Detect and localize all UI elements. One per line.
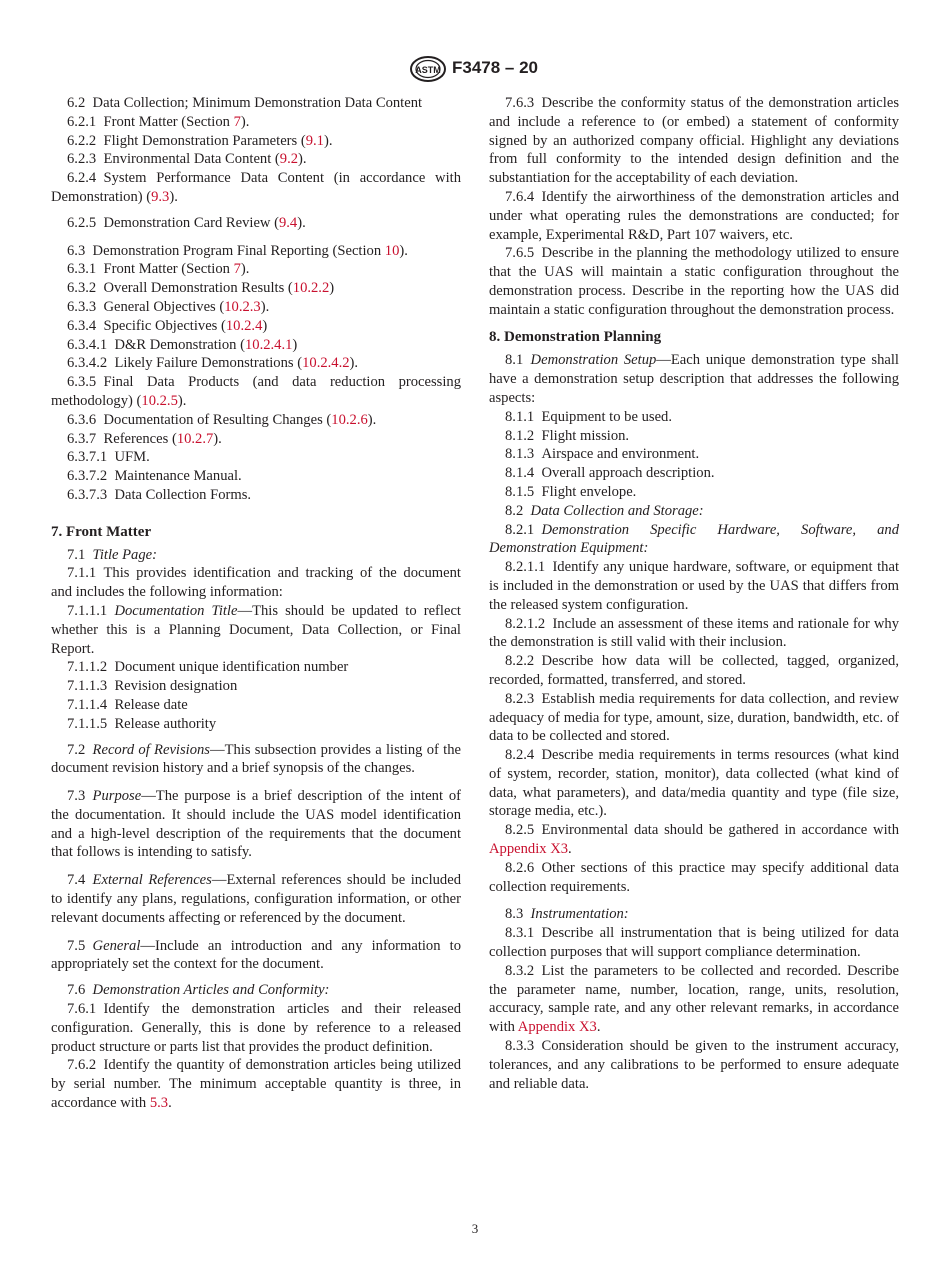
clause-text: Identify the demonstration articles and their released configuration. Generally, this is done by reference to a released product structure or parts list that provides the product definition. <box>51 1001 461 1055</box>
cross-reference-link[interactable]: 7 <box>233 113 241 130</box>
clause-paragraph <box>51 602 461 658</box>
cross-reference-link[interactable]: 10.2.4.2 <box>302 355 350 372</box>
clause-title: Demonstration Articles and Conformity: <box>92 982 330 999</box>
clause-paragraph <box>51 317 461 336</box>
clause-paragraph <box>489 464 899 483</box>
clause-paragraph <box>51 260 461 279</box>
clause-number: 6.3.7.1 <box>67 449 108 466</box>
clause-paragraph <box>51 411 461 430</box>
clause-paragraph <box>51 298 461 317</box>
clause-text: —External references should be included to identify any plans, regulations, configuration information, or other relevant documents affecting or referenced by the document. <box>51 872 462 926</box>
clause-text: ). <box>177 392 187 409</box>
clause-number: 6.2.5 <box>67 214 97 231</box>
clause-number: 7.1.1.5 <box>67 715 108 732</box>
clause-text: Specific Objectives ( <box>103 317 226 334</box>
clause-text: Maintenance Manual. <box>114 468 242 485</box>
clause-text: Demonstration Program Final Reporting (Section <box>92 242 385 259</box>
cross-reference-link[interactable]: 10.2.6 <box>331 411 368 428</box>
clause-number: 6.2 <box>67 95 86 111</box>
cross-reference-link[interactable]: 10.2.7 <box>176 430 214 447</box>
clause-paragraph <box>51 546 461 565</box>
clause-text: Overall approach description. <box>541 465 715 482</box>
clause-paragraph <box>51 467 461 486</box>
cross-reference-link[interactable]: Appendix X3 <box>517 1019 597 1036</box>
clause-number: 8.3.2 <box>505 962 535 979</box>
clause-text: ). <box>349 355 359 372</box>
cross-reference-link[interactable]: 9.4 <box>278 214 298 231</box>
cross-reference-link[interactable]: 10.2.5 <box>141 392 178 409</box>
clause-paragraph <box>51 354 461 373</box>
clause-number: 6.3.5 <box>67 374 97 391</box>
clause-text: Documentation of Resulting Changes ( <box>103 411 332 428</box>
clause-number: 7.4 <box>67 872 86 889</box>
clause-paragraph <box>51 677 461 696</box>
clause-number: 7.5 <box>67 937 86 954</box>
cross-reference-link[interactable]: 10.2.2 <box>292 280 330 297</box>
clause-text: —Include an introduction and any information to appropriately set the context for the document. <box>51 937 461 973</box>
clause-number: 6.3.6 <box>67 411 97 428</box>
clause-text: Data Collection; Minimum Demonstration Data Content <box>92 95 423 111</box>
clause-number: 7.3 <box>67 788 86 805</box>
clause-paragraph <box>51 486 461 505</box>
clause-paragraph <box>51 373 461 411</box>
page-header <box>0 56 950 84</box>
clause-number: 6.3.3 <box>67 298 97 315</box>
clause-text: Overall Demonstration Results ( <box>103 280 293 297</box>
clause-text: Describe media requirements in terms resources (what kind of system, recorder, station, monitor), data collected (what kind of data, what parameters), and data/media quantity and type (file size, storage media, etc.). <box>489 747 899 820</box>
clause-text: General Objectives ( <box>103 298 225 315</box>
clause-text: ). <box>298 151 307 168</box>
clause-paragraph <box>489 244 899 319</box>
clause-text: ). <box>367 411 377 428</box>
clause-paragraph <box>51 696 461 715</box>
clause-title: Demonstration Specific Hardware, Software, and Demonstration Equipment: <box>489 521 899 557</box>
clause-title: Record of Revisions <box>92 741 210 758</box>
clause-text: Likely Failure Demonstrations ( <box>114 355 303 372</box>
clause-text: —Each unique demonstration type shall have a demonstration setup description that addresses the following aspects: <box>489 352 899 406</box>
section-heading: 7. Front Matter <box>51 523 152 540</box>
clause-text: Equipment to be used. <box>541 408 672 425</box>
clause-number: 8.2.6 <box>505 859 535 876</box>
clause-text: UFM. <box>114 449 150 466</box>
clause-text: ) <box>262 317 268 334</box>
page-number: 3 <box>471 1221 479 1236</box>
clause-text: Establish media requirements for data collection, and review adequacy of media for type, amount, size, duration, bandwidth, etc. of data to be collected and stored. <box>489 690 899 745</box>
clause-paragraph <box>489 615 899 653</box>
cross-reference-link[interactable]: 5.3 <box>149 1095 169 1112</box>
clause-number: 8.2.5 <box>505 822 535 839</box>
clause-text: Consideration should be given to the instrument accuracy, tolerances, and any calibrations to be performed to ensure adequate and reliable data. <box>489 1038 899 1092</box>
clause-paragraph <box>489 351 899 407</box>
clause-number: 8.3.3 <box>505 1038 535 1055</box>
clause-text: Include an assessment of these items and rationale for why the demonstration is still valid with their inclusion. <box>489 615 899 651</box>
clause-paragraph <box>51 871 461 927</box>
clause-paragraph <box>489 445 899 464</box>
clause-number: 6.3.4 <box>67 317 97 334</box>
clause-paragraph <box>51 937 461 975</box>
clause-paragraph <box>51 214 461 233</box>
clause-number: 6.3.1 <box>67 261 97 278</box>
clause-text: Other sections of this practice may specify additional data collection requirements. <box>489 859 899 895</box>
clause-number: 8.2.1.1 <box>505 559 546 576</box>
clause-number: 8.2.2 <box>505 653 535 670</box>
clause-paragraph <box>51 169 461 207</box>
clause-text: Flight Demonstration Parameters ( <box>103 132 306 149</box>
clause-paragraph <box>489 905 899 924</box>
clause-text: Front Matter (Section <box>103 113 234 130</box>
clause-text: Demonstration Card Review ( <box>103 214 279 231</box>
clause-text: Release date <box>114 696 188 713</box>
clause-number: 6.3.7.2 <box>67 468 108 485</box>
clause-number: 6.2.1 <box>67 113 97 130</box>
clause-paragraph <box>489 1037 899 1093</box>
clause-paragraph <box>489 924 899 962</box>
clause-number: 6.2.3 <box>67 151 97 168</box>
clause-text: ). <box>169 188 178 205</box>
clause-number: 8.2.1 <box>505 521 535 538</box>
clause-text: —This should be updated to reflect whether this is a Planning Document, Data Collection, or Final Report. <box>51 602 461 657</box>
clause-number: 7.6.2 <box>67 1057 97 1074</box>
clause-paragraph <box>489 652 899 690</box>
clause-number: 7.1.1.2 <box>67 659 108 676</box>
clause-text: Environmental data should be gathered in accordance with <box>541 822 899 839</box>
clause-number: 6.2.2 <box>67 132 97 149</box>
clause-paragraph <box>51 715 461 734</box>
clause-text: References ( <box>103 430 177 447</box>
clause-paragraph <box>51 94 461 113</box>
clause-title: Purpose <box>92 788 142 805</box>
clause-paragraph <box>489 427 899 446</box>
clause-number: 7.1 <box>67 546 86 563</box>
clause-paragraph <box>51 279 461 298</box>
clause-text: Revision designation <box>114 678 238 695</box>
clause-title: General <box>92 937 141 954</box>
clause-paragraph <box>51 1056 461 1112</box>
clause-title: External References <box>92 872 212 889</box>
clause-title: Demonstration Setup <box>530 352 657 369</box>
clause-number: 7.6 <box>67 982 86 999</box>
clause-text: ). <box>240 261 250 278</box>
clause-text: Describe all instrumentation that is being utilized for data collection purposes that will support compliance determination. <box>489 925 899 961</box>
clause-number: 7.6.1 <box>67 1001 97 1018</box>
clause-number: 7.6.5 <box>505 245 535 262</box>
clause-paragraph <box>51 430 461 449</box>
clause-text: . <box>168 1095 172 1112</box>
section-heading: 8. Demonstration Planning <box>489 328 662 345</box>
clause-number: 8.1.4 <box>505 465 535 482</box>
cross-reference-link[interactable]: 9.2 <box>279 151 299 168</box>
clause-number: 8.1.1 <box>505 408 535 425</box>
clause-text: . <box>596 1019 601 1036</box>
clause-paragraph <box>51 564 461 602</box>
clause-number: 7.2 <box>67 741 86 758</box>
clause-text: —The purpose is a brief description of the intent of the documentation. It should include the UAS model identification and a high-level description of the requirements that the document that follows is intending to satisfy. <box>51 788 461 861</box>
clause-number: 7.6.4 <box>505 188 535 205</box>
clause-text: ) <box>292 336 298 353</box>
clause-title: Instrumentation: <box>530 906 629 923</box>
clause-text: Document unique identification number <box>114 659 349 676</box>
clause-text: Flight mission. <box>541 427 630 444</box>
clause-text: Front Matter (Section <box>103 261 234 278</box>
clause-paragraph <box>51 113 461 132</box>
clause-text: Describe the conformity status of the demonstration articles and include a reference to (or embed) a statement of conformity signed by an authorized company official. Highlight any deviations from full conformity to the intended design definition and the substantiation for the acceptability of each deviation. <box>489 95 899 187</box>
clause-paragraph <box>489 502 899 521</box>
right-column <box>489 94 899 1093</box>
clause-number: 6.3.2 <box>67 280 97 297</box>
clause-number: 8.2.4 <box>505 747 535 764</box>
clause-paragraph <box>489 746 899 821</box>
clause-number: 6.3.4.1 <box>67 336 108 353</box>
svg-text:ASTM: ASTM <box>415 65 441 75</box>
clause-title: Title Page: <box>92 546 157 563</box>
clause-text: This provides identification and tracking of the document and includes the following information: <box>51 565 461 601</box>
clause-title: Documentation Title <box>114 602 238 619</box>
clause-paragraph <box>489 962 899 1037</box>
clause-paragraph <box>489 94 899 188</box>
clause-text: D&R Demonstration ( <box>114 336 245 353</box>
clause-text: Identify the airworthiness of the demonstration articles and under what operating rules the demonstrations are conducted; for example, Experimental R&D, Part 107 waivers, etc. <box>489 188 899 243</box>
clause-number: 7.6.3 <box>505 95 535 111</box>
clause-paragraph <box>489 188 899 244</box>
clause-text: Flight envelope. <box>541 483 637 500</box>
cross-reference-link[interactable]: 10.2.4 <box>225 317 263 334</box>
clause-paragraph <box>51 150 461 169</box>
clause-text: Describe in the planning the methodology utilized to ensure that the UAS will maintain a static configuration throughout the demonstration process. Describe in the reporting how the UAS did maintain a static configuration throughout the demonstration process. <box>489 245 899 318</box>
cross-reference-link[interactable]: Appendix X3 <box>489 841 569 858</box>
clause-text: System Performance Data Content (in accordance with Demonstration) ( <box>51 170 461 205</box>
clause-number: 6.3 <box>67 242 86 259</box>
clause-number: 8.2.3 <box>505 690 535 707</box>
clause-number: 8.1.3 <box>505 446 535 463</box>
clause-paragraph <box>489 408 899 427</box>
clause-paragraph <box>51 242 461 261</box>
clause-text: . <box>568 841 572 858</box>
clause-paragraph <box>51 658 461 677</box>
clause-paragraph <box>489 859 899 897</box>
astm-logo-icon <box>409 56 447 82</box>
clause-paragraph <box>489 690 899 746</box>
clause-paragraph <box>489 821 899 859</box>
clause-text: ). <box>323 132 333 149</box>
clause-paragraph <box>489 521 899 559</box>
clause-number: 8.1.5 <box>505 483 535 500</box>
clause-text: ). <box>297 214 306 231</box>
clause-text: ) <box>329 280 335 297</box>
clause-text: Airspace and environment. <box>541 446 700 463</box>
clause-number: 7.1.1 <box>67 565 97 582</box>
clause-number: 6.3.4.2 <box>67 355 108 372</box>
clause-paragraph <box>51 132 461 151</box>
clause-number: 7.1.1.3 <box>67 678 108 695</box>
cross-reference-link[interactable]: 9.3 <box>151 188 170 205</box>
clause-number: 6.3.7.3 <box>67 486 108 503</box>
clause-paragraph <box>51 336 461 355</box>
clause-text: ). <box>240 113 250 130</box>
clause-text: Data Collection Forms. <box>114 486 252 503</box>
clause-paragraph <box>51 981 461 1000</box>
clause-title: Data Collection and Storage: <box>530 502 704 519</box>
cross-reference-link[interactable]: 9.1 <box>305 132 324 149</box>
clause-paragraph <box>51 448 461 467</box>
cross-reference-link[interactable]: 10.2.4.1 <box>244 336 293 353</box>
clause-text: ). <box>213 430 222 447</box>
clause-text: Environmental Data Content ( <box>103 151 280 168</box>
clause-number: 6.2.4 <box>67 170 97 187</box>
left-column <box>51 94 461 1113</box>
clause-number: 8.2.1.2 <box>505 615 546 632</box>
clause-number: 8.2 <box>505 502 524 519</box>
cross-reference-link[interactable]: 7 <box>233 261 241 278</box>
clause-text: —This subsection provides a listing of the document revision history and a brief synopsis of the changes. <box>51 741 461 777</box>
clause-text: Release authority <box>114 715 217 732</box>
clause-number: 8.1 <box>505 352 524 369</box>
clause-paragraph <box>51 1000 461 1056</box>
clause-paragraph <box>489 483 899 502</box>
clause-paragraph <box>51 787 461 862</box>
cross-reference-link[interactable]: 10 <box>384 242 400 259</box>
clause-number: 8.3 <box>505 906 524 923</box>
clause-number: 7.1.1.1 <box>67 602 108 619</box>
clause-text: Describe how data will be collected, tagged, organized, recorded, formatted, transferred, and stored. <box>489 653 899 688</box>
document-designation: F3478 – 20 <box>452 58 539 77</box>
clause-number: 6.3.7 <box>67 430 97 447</box>
clause-number: 8.3.1 <box>505 925 535 942</box>
clause-text: Identify the quantity of demonstration articles being utilized by serial number. The minimum acceptable quantity is three, in accordance with <box>51 1057 461 1112</box>
clause-text: Identify any unique hardware, software, or equipment that is included in the demonstration or used by the UAS that differs from the released system configuration. <box>489 559 899 613</box>
clause-text: ). <box>399 242 408 259</box>
clause-paragraph <box>51 741 461 779</box>
clause-number: 7.1.1.4 <box>67 696 108 713</box>
clause-text: List the parameters to be collected and recorded. Describe the parameter name, number, location, range, units, resolution, accuracy, sample rate, and any other relevant remarks, in accordance with <box>489 962 899 1036</box>
clause-paragraph <box>489 558 899 614</box>
clause-text: ). <box>260 298 270 315</box>
clause-number: 8.1.2 <box>505 427 535 444</box>
clause-text: Final Data Products (and data reduction processing methodology) ( <box>51 374 461 409</box>
cross-reference-link[interactable]: 10.2.3 <box>224 298 261 315</box>
